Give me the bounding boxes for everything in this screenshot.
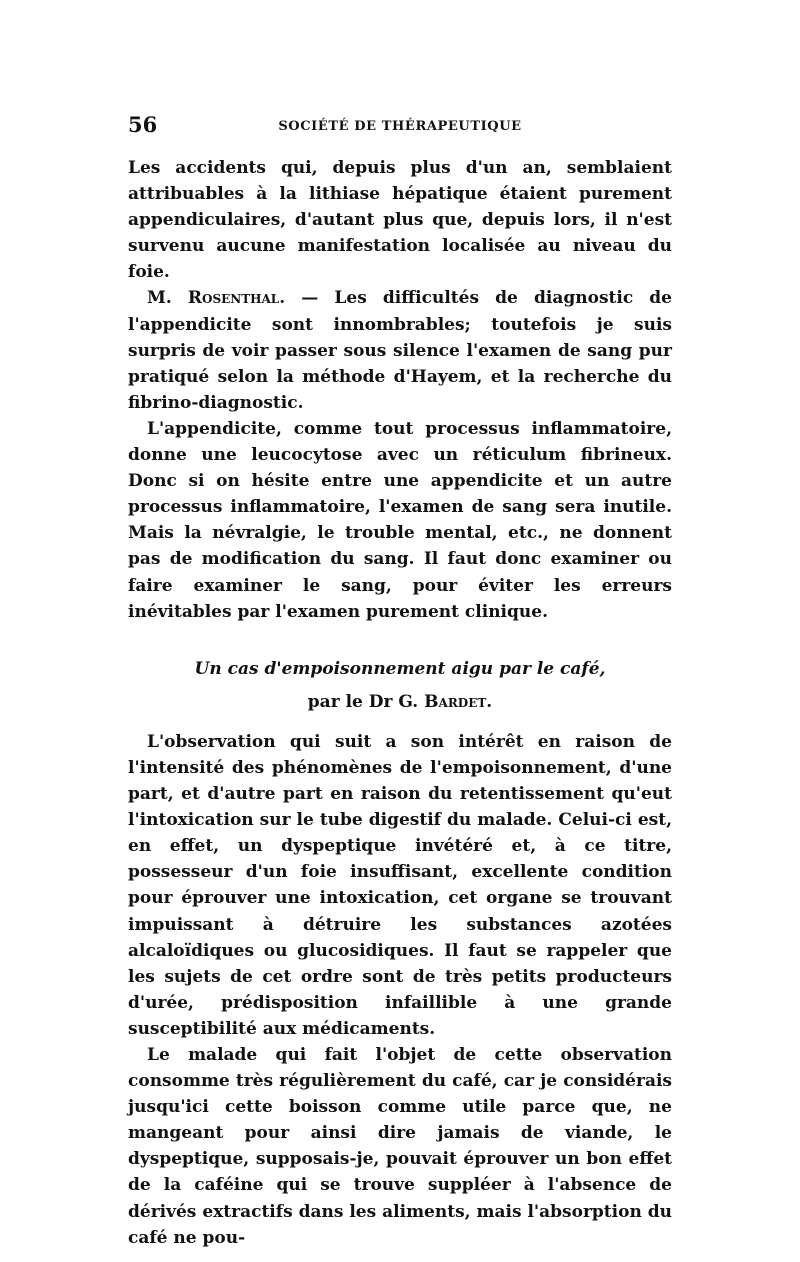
paragraph-rosenthal: [128, 285, 672, 415]
paragraph-appendicite: L'appendicite, comme tout processus inflammatoire, donne une leucocytose avec un réticulum fibrineux. Donc si on hésite entre une appendicite et un autre processus inflammatoire, l'examen de sang sera inutile. Mais la névralgie, le trouble mental, etc., ne donnent pas de modification du sang. Il faut donc examiner ou faire examiner le sang, pour éviter les erreurs inévitables par l'examen purement clinique.: [128, 418, 672, 622]
paragraph-malade: Le malade qui fait l'objet de cette observation consomme très régulièrement du café, car je considérais jusqu'ici cette boisson comme utile parce que, ne mangeant pour ainsi dire jamais de viande, le dyspeptique, supposais-je, pouvait éprouver un bon effet de la caféine qui se trouve suppléer à l'absence de dérivés extractifs dans les aliments, mais l'absorption du café ne pou-: [128, 1045, 672, 1248]
article-title: Un cas d'empoisonnement aigu par le café,: [194, 658, 606, 679]
paragraph-rosenthal-text: — Les difficultés de diagnostic de l'appendicite sont innombrables; toutefois je suis surpris de voir passer sous silence l'examen de sang pur pratiqué selon la méthode d'Hayem, et la recherche du fibrino-diagnostic.: [128, 288, 673, 413]
paragraph-observation: L'observation qui suit a son intérêt en raison de l'intensité des phénomènes de l'empoisonnement, d'une part, et d'autre part en raison du retentissement qu'eut l'intoxication sur le tube digestif du malade. Celui-ci est, en effet, un dyspeptique invétéré et, à ce titre, possesseur d'un foie insuffisant, excellente condition pour éprouver une intoxication, cet organe se trouvant impuissant à détruire les substances azotées alcaloïdiques ou glucosidiques. Il faut se rappeler que les sujets de cet ordre sont de très petits producteurs d'urée, prédisposition infaillible à une grande susceptibilité aux médicaments.: [128, 731, 672, 1039]
page-body: [128, 155, 672, 1251]
page-number: 56: [128, 112, 158, 137]
article-byline: [128, 689, 672, 715]
paragraph-continuation: Les accidents qui, depuis plus d'un an, semblaient attribuables à la lithiase hépatique étaient purement appendiculaires, d'autant plus que, depuis lors, il n'est survenu aucune manifestation localisée au niveau du foie.: [128, 158, 672, 283]
author-name: Bardet.: [424, 691, 493, 712]
byline-prefix: par le Dr G.: [307, 691, 425, 712]
speaker-name: M. Rosenthal.: [147, 288, 286, 309]
page-header: [128, 108, 672, 138]
running-head: SOCIÉTÉ DE THÉRAPEUTIQUE: [278, 119, 522, 134]
